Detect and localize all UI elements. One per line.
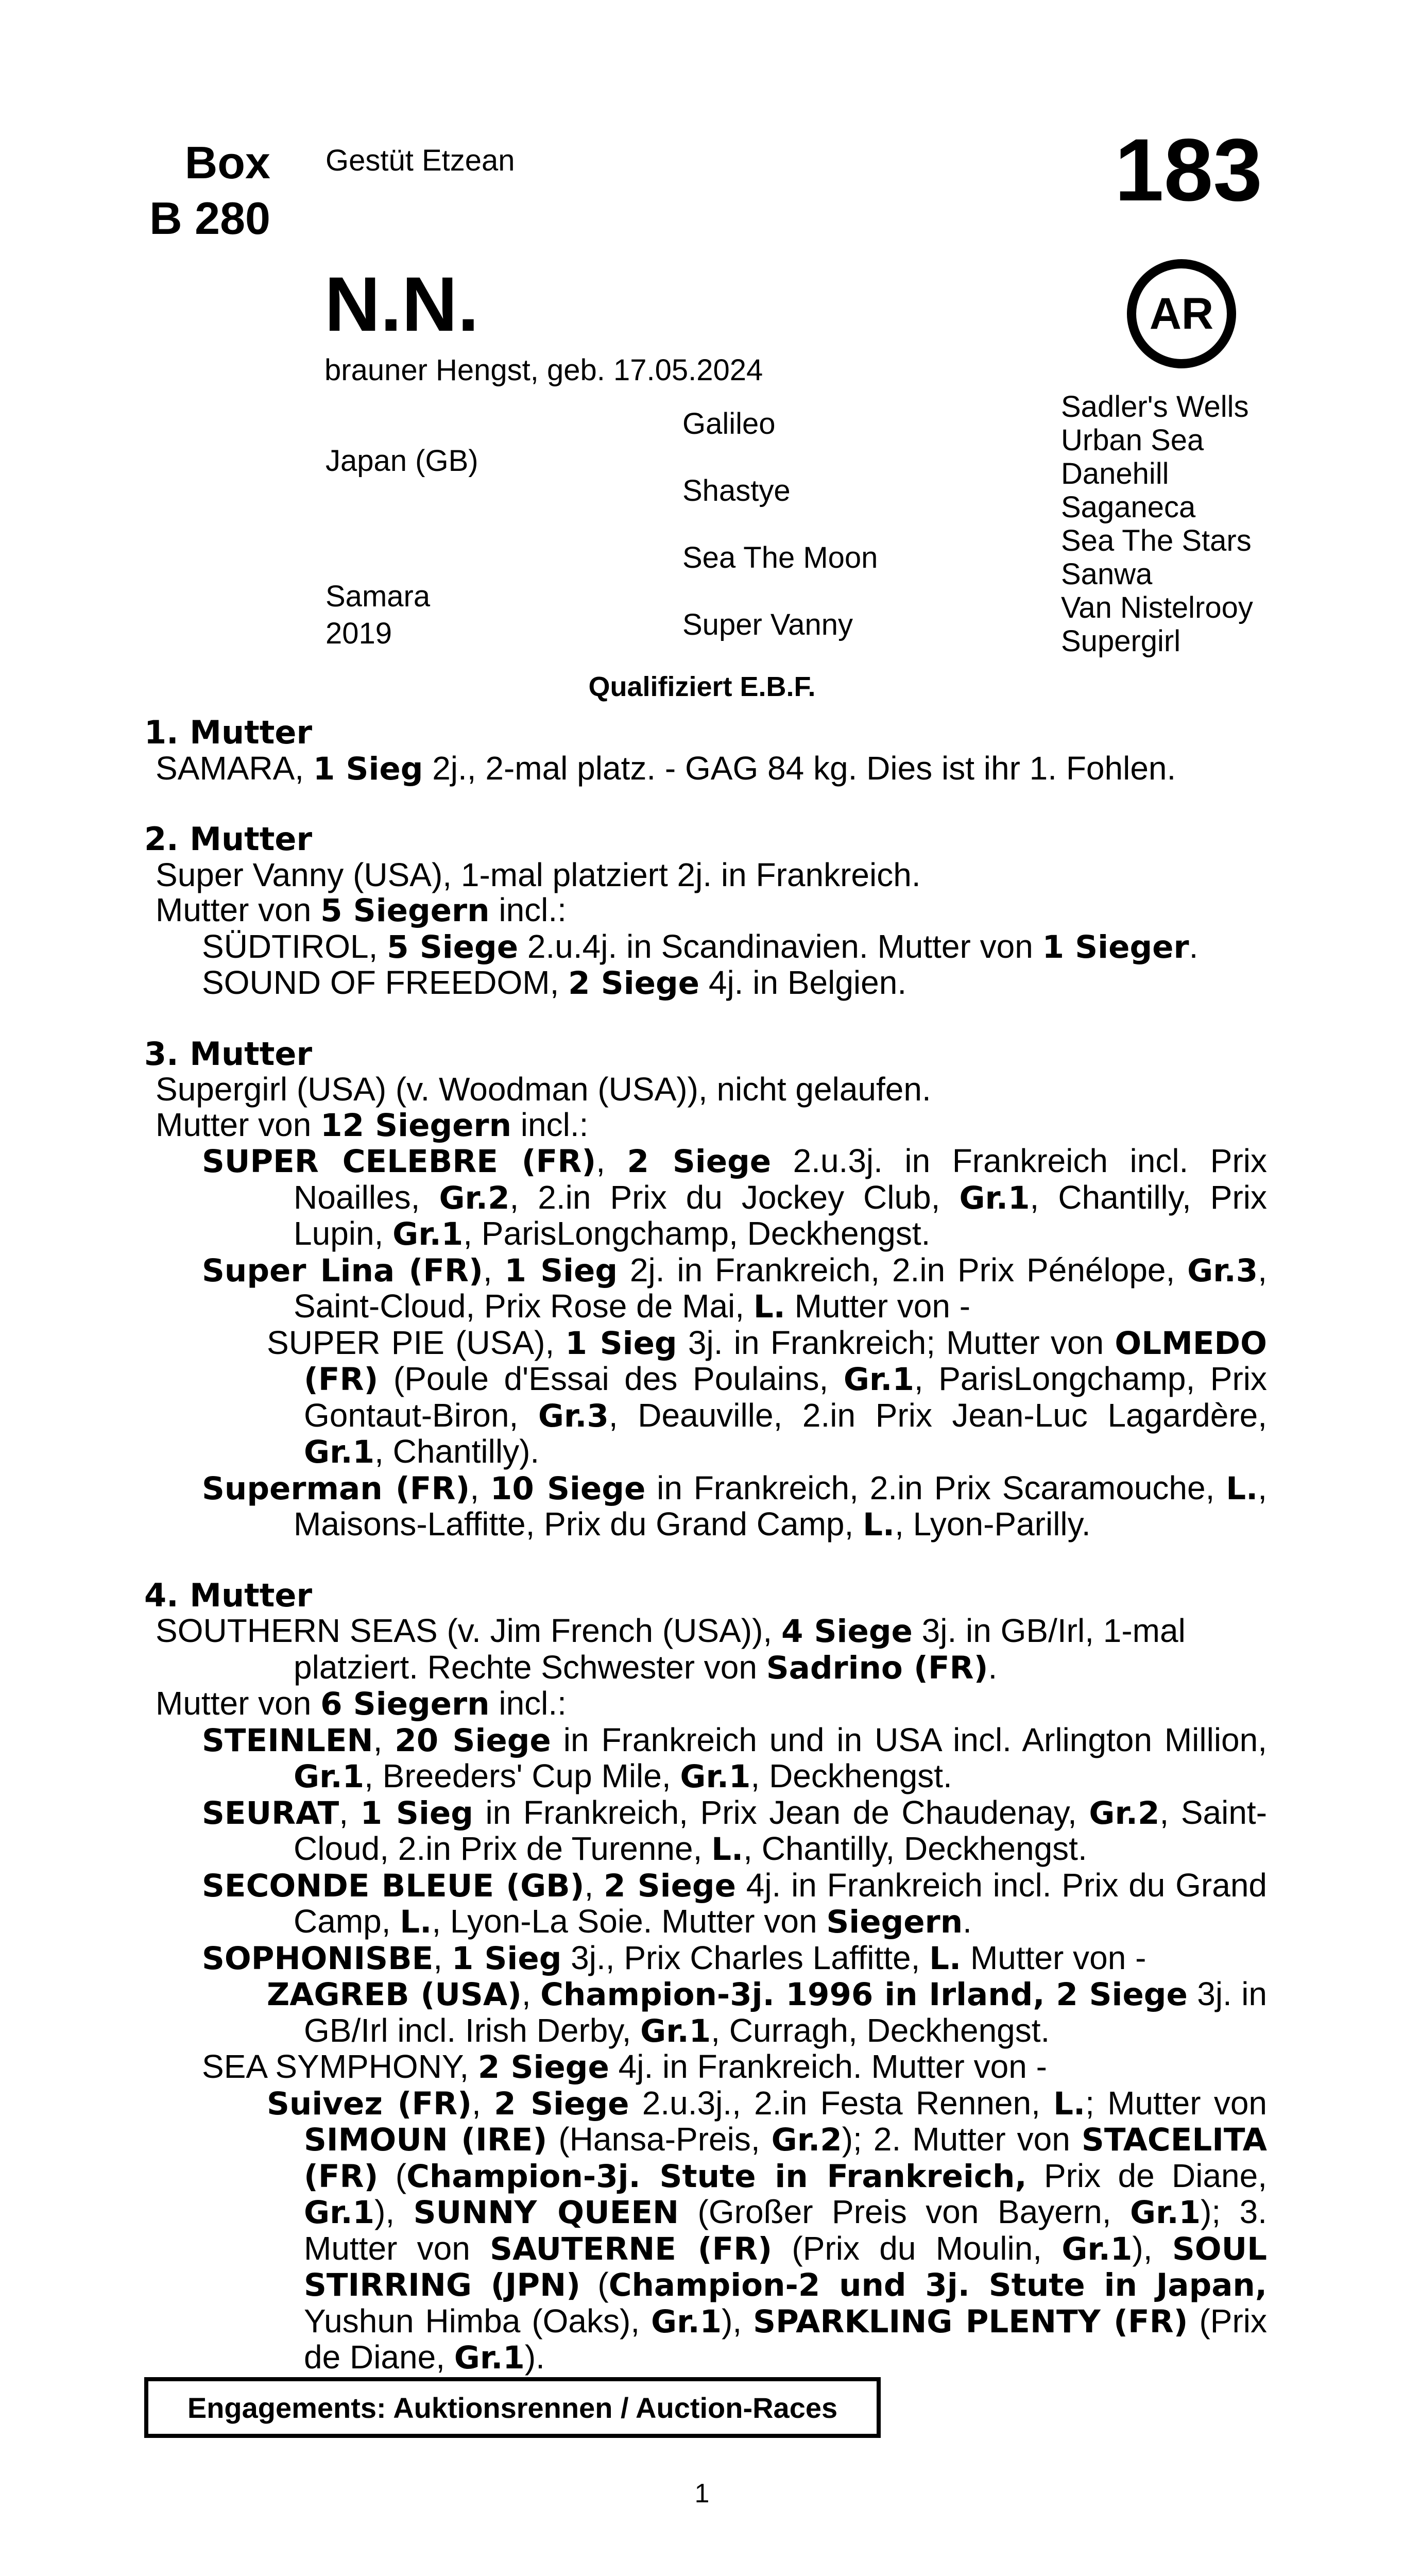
paragraph: Super Vanny (USA), 1-mal platziert 2j. in Frankreich. [156, 856, 921, 893]
pedigree-great-grandparent: Sanwa [1061, 557, 1153, 591]
section-heading: 3. Mutter [144, 1035, 313, 1073]
pedigree-sire: Japan (GB) [326, 444, 478, 478]
lot-number: 183 [1115, 121, 1262, 219]
catalogue-text [144, 715, 1267, 2376]
paragraph: SOPHONISBE, 1 Sieg 3j., Prix Charles Laffitte, L. Mutter von - [202, 1939, 1146, 1977]
ar-badge: AR [1127, 259, 1236, 368]
paragraph: SUPER PIE (USA), 1 Sieg 3j. in Frankreich; Mutter von OLMEDO (FR) (Poule d'Essai des Poulains, Gr.1, ParisLongchamp, Prix Gontaut-Biron, Gr.3, Deauville, 2.in Prix Jean-Luc Lagardère, Gr.1, Chantilly). [267, 1324, 1268, 1470]
pedigree-dam: Samara [326, 580, 431, 613]
paragraph: ZAGREB (USA), Champion-3j. 1996 in Irland, 2 Siege 3j. in GB/Irl incl. Irish Derby, Gr.1, Curragh, Deckhengst. [267, 1975, 1268, 2049]
section-heading: 4. Mutter [144, 1576, 313, 1614]
pedigree-great-grandparent: Saganeca [1061, 490, 1196, 524]
paragraph: Mutter von 12 Siegern incl.: [156, 1106, 589, 1144]
box-label-line2: B 280 [149, 193, 270, 244]
page-number: 1 [694, 2479, 710, 2509]
pedigree-grandparent: Galileo [682, 407, 776, 440]
paragraph: SEURAT, 1 Sieg in Frankreich, Prix Jean de Chaudenay, Gr.2, Saint-Cloud, 2.in Prix de Turenne, L., Chantilly, Deckhengst. [202, 1793, 1268, 1868]
paragraph: SOUND OF FREEDOM, 2 Siege 4j. in Belgien. [202, 964, 907, 1002]
paragraph: Supergirl (USA) (v. Woodman (USA)), nicht gelaufen. [156, 1071, 931, 1108]
paragraph: Mutter von 6 Siegern incl.: [156, 1685, 567, 1722]
breeder: Gestüt Etzean [326, 144, 515, 177]
pedigree-great-grandparent: Supergirl [1061, 624, 1181, 658]
box-label-line1: Box [184, 137, 270, 188]
pedigree-grandparent: Super Vanny [682, 608, 853, 641]
paragraph: SEA SYMPHONY, 2 Siege 4j. in Frankreich. Mutter von - [202, 2048, 1047, 2086]
pedigree-grandparent: Sea The Moon [682, 541, 878, 574]
section-heading: 1. Mutter [144, 714, 313, 751]
paragraph: Superman (FR), 10 Siege in Frankreich, 2.in Prix Scaramouche, L., Maisons-Laffitte, Prix du Grand Camp, L., Lyon-Parilly. [202, 1469, 1268, 1543]
paragraph: STEINLEN, 20 Siege in Frankreich und in USA incl. Arlington Million, Gr.1, Breeders' Cup Mile, Gr.1, Deckhengst. [202, 1721, 1268, 1795]
paragraph: SUPER CELEBRE (FR), 2 Siege 2.u.3j. in Frankreich incl. Prix Noailles, Gr.2, 2.in Prix du Jockey Club, Gr.1, Chantilly, Prix Lupin, Gr.1, ParisLongchamp, Deckhengst. [202, 1142, 1268, 1252]
paragraph: Suivez (FR), 2 Siege 2.u.3j., 2.in Festa Rennen, L.; Mutter von SIMOUN (IRE) (Hansa-Preis, Gr.2); 2. Mutter von STACELITA (FR) (Champion-3j. Stute in Frankreich, Prix de Diane, Gr.1), SUNNY QUEEN (Großer Preis von Bayern, Gr.1); 3. Mutter von SAUTERNE (FR) (Prix du Moulin, Gr.1), SOUL STIRRING (JPN) (Champion-2 und 3j. Stute in Japan, Yushun Himba (Oaks), Gr.1), SPARKLING PLENTY (FR) (Prix de Diane, Gr.1). [267, 2084, 1268, 2376]
pedigree-great-grandparent: Danehill [1061, 457, 1169, 490]
pedigree-dam-year: 2019 [326, 617, 392, 650]
paragraph: SÜDTIROL, 5 Siege 2.u.4j. in Scandinavien. Mutter von 1 Sieger. [202, 927, 1198, 965]
paragraph: SAMARA, 1 Sieg 2j., 2-mal platz. - GAG 84 kg. Dies ist ihr 1. Fohlen. [156, 749, 1176, 787]
section-heading: 2. Mutter [144, 820, 313, 858]
paragraph: SOUTHERN SEAS (v. Jim French (USA)), 4 Siege 3j. in GB/Irl, 1-mal platziert. Rechte Schwester von Sadrino (FR). [156, 1612, 1186, 1686]
qualification: Qualifiziert E.B.F. [588, 671, 816, 702]
engagements-box: Engagements: Auktionsrennen / Auction-Races [144, 2377, 881, 2438]
paragraph: SECONDE BLEUE (GB), 2 Siege 4j. in Frankreich incl. Prix du Grand Camp, L., Lyon-La Soie. Mutter von Siegern. [202, 1866, 1268, 1940]
pedigree-great-grandparent: Van Nistelrooy [1061, 591, 1253, 624]
horse-description: brauner Hengst, geb. 17.05.2024 [324, 353, 763, 387]
pedigree-grandparent: Shastye [682, 474, 791, 507]
paragraph: Mutter von 5 Siegern incl.: [156, 891, 567, 929]
pedigree-great-grandparent: Urban Sea [1061, 423, 1204, 457]
pedigree-great-grandparent: Sea The Stars [1061, 524, 1252, 557]
pedigree-great-grandparent: Sadler's Wells [1061, 390, 1249, 423]
box-label [113, 135, 270, 246]
horse-name: N.N. [324, 261, 479, 347]
paragraph: Super Lina (FR), 1 Sieg 2j. in Frankreich, 2.in Prix Pénélope, Gr.3, Saint-Cloud, Prix Rose de Mai, L. Mutter von - [202, 1251, 1267, 1325]
